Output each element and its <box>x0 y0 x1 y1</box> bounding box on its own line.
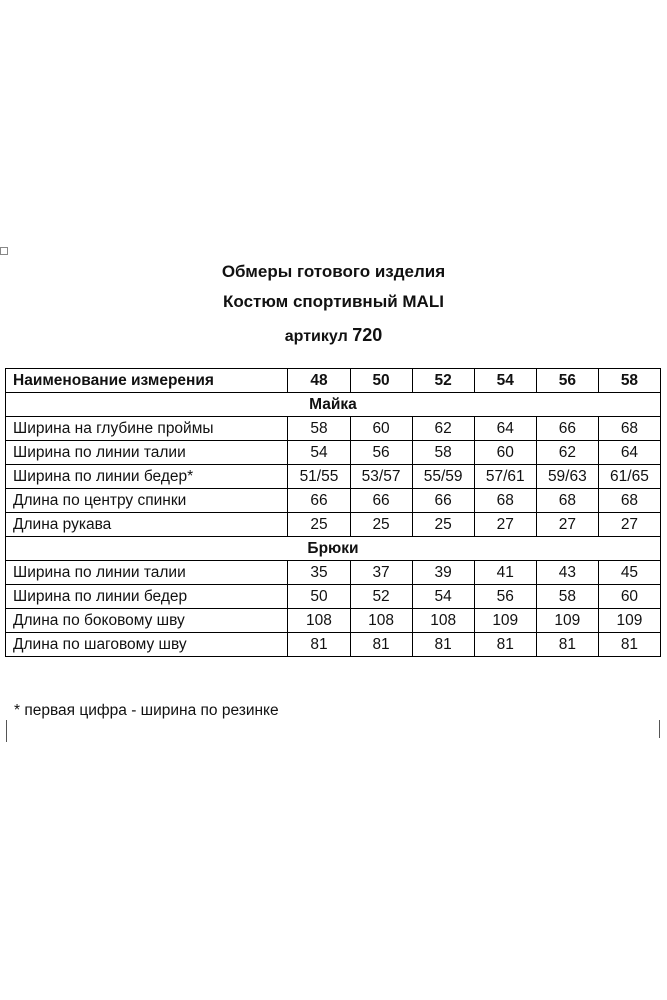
measurement-value: 66 <box>412 489 474 513</box>
article-label: артикул <box>284 328 348 345</box>
table-row <box>6 585 661 609</box>
measurement-value: 109 <box>474 609 536 633</box>
measurement-value: 64 <box>598 441 660 465</box>
table-row <box>6 609 661 633</box>
measurement-value: 68 <box>598 489 660 513</box>
measurement-name: Длина по шаговому шву <box>6 633 288 657</box>
column-header-size: 48 <box>288 369 350 393</box>
measurement-value: 108 <box>288 609 350 633</box>
text-cursor-mark <box>6 720 7 742</box>
measurement-value: 27 <box>598 513 660 537</box>
measurement-value: 109 <box>536 609 598 633</box>
measurement-value: 58 <box>288 417 350 441</box>
measurement-value: 37 <box>350 561 412 585</box>
section-row <box>6 393 661 417</box>
measurement-value: 81 <box>350 633 412 657</box>
article-line <box>0 325 667 346</box>
measurement-value: 62 <box>536 441 598 465</box>
table-header-row <box>6 369 661 393</box>
measurement-value: 25 <box>350 513 412 537</box>
column-header-name: Наименование измерения <box>6 369 288 393</box>
column-header-size: 56 <box>536 369 598 393</box>
measurement-value: 108 <box>412 609 474 633</box>
measurement-value: 62 <box>412 417 474 441</box>
measurement-name: Длина по боковому шву <box>6 609 288 633</box>
measurement-value: 68 <box>474 489 536 513</box>
measurement-value: 51/55 <box>288 465 350 489</box>
measurement-value: 25 <box>288 513 350 537</box>
title-line-1: Обмеры готового изделия <box>221 262 446 281</box>
measurement-value: 50 <box>288 585 350 609</box>
measurement-value: 45 <box>598 561 660 585</box>
table-row <box>6 441 661 465</box>
measurement-value: 66 <box>350 489 412 513</box>
measurement-value: 68 <box>598 417 660 441</box>
column-header-size: 52 <box>412 369 474 393</box>
table-row <box>6 465 661 489</box>
table-row <box>6 489 661 513</box>
measurement-value: 66 <box>536 417 598 441</box>
measurement-value: 60 <box>474 441 536 465</box>
table-row <box>6 513 661 537</box>
measurement-value: 55/59 <box>412 465 474 489</box>
measurements-table <box>5 368 661 657</box>
measurement-value: 39 <box>412 561 474 585</box>
column-header-size: 54 <box>474 369 536 393</box>
measurement-value: 54 <box>288 441 350 465</box>
measurement-value: 81 <box>474 633 536 657</box>
title-line-2: Костюм спортивный MALI <box>223 292 444 311</box>
article-number: 720 <box>352 325 383 345</box>
measurement-value: 41 <box>474 561 536 585</box>
anchor-marker <box>0 247 8 255</box>
measurement-name: Длина по центру спинки <box>6 489 288 513</box>
measurement-value: 27 <box>536 513 598 537</box>
measurement-value: 61/65 <box>598 465 660 489</box>
footnote: * первая цифра - ширина по резинке <box>14 702 279 719</box>
measurement-value: 43 <box>536 561 598 585</box>
measurement-value: 109 <box>598 609 660 633</box>
table-row <box>6 561 661 585</box>
table-row <box>6 417 661 441</box>
measurement-value: 57/61 <box>474 465 536 489</box>
measurement-value: 27 <box>474 513 536 537</box>
measurement-value: 81 <box>412 633 474 657</box>
measurement-value: 108 <box>350 609 412 633</box>
table-row <box>6 633 661 657</box>
column-header-size: 58 <box>598 369 660 393</box>
measurement-value: 35 <box>288 561 350 585</box>
measurement-name: Ширина по линии бедер <box>6 585 288 609</box>
column-header-size: 50 <box>350 369 412 393</box>
table-body <box>6 393 661 657</box>
measurement-value: 68 <box>536 489 598 513</box>
measurement-value: 59/63 <box>536 465 598 489</box>
measurement-value: 81 <box>598 633 660 657</box>
section-title: Брюки <box>6 537 661 561</box>
measurement-value: 60 <box>598 585 660 609</box>
measurement-value: 81 <box>288 633 350 657</box>
measurement-name: Длина рукава <box>6 513 288 537</box>
measurement-value: 56 <box>350 441 412 465</box>
measurement-name: Ширина по линии талии <box>6 561 288 585</box>
margin-mark <box>659 720 660 738</box>
measurement-value: 58 <box>536 585 598 609</box>
measurement-value: 81 <box>536 633 598 657</box>
measurement-value: 54 <box>412 585 474 609</box>
measurement-value: 64 <box>474 417 536 441</box>
measurement-value: 66 <box>288 489 350 513</box>
measurement-name: Ширина по линии талии <box>6 441 288 465</box>
measurement-name: Ширина по линии бедер* <box>6 465 288 489</box>
measurement-value: 58 <box>412 441 474 465</box>
measurement-value: 25 <box>412 513 474 537</box>
section-title: Майка <box>6 393 661 417</box>
measurement-name: Ширина на глубине проймы <box>6 417 288 441</box>
section-row <box>6 537 661 561</box>
measurement-value: 56 <box>474 585 536 609</box>
measurement-value: 52 <box>350 585 412 609</box>
measurement-value: 53/57 <box>350 465 412 489</box>
measurement-value: 60 <box>350 417 412 441</box>
